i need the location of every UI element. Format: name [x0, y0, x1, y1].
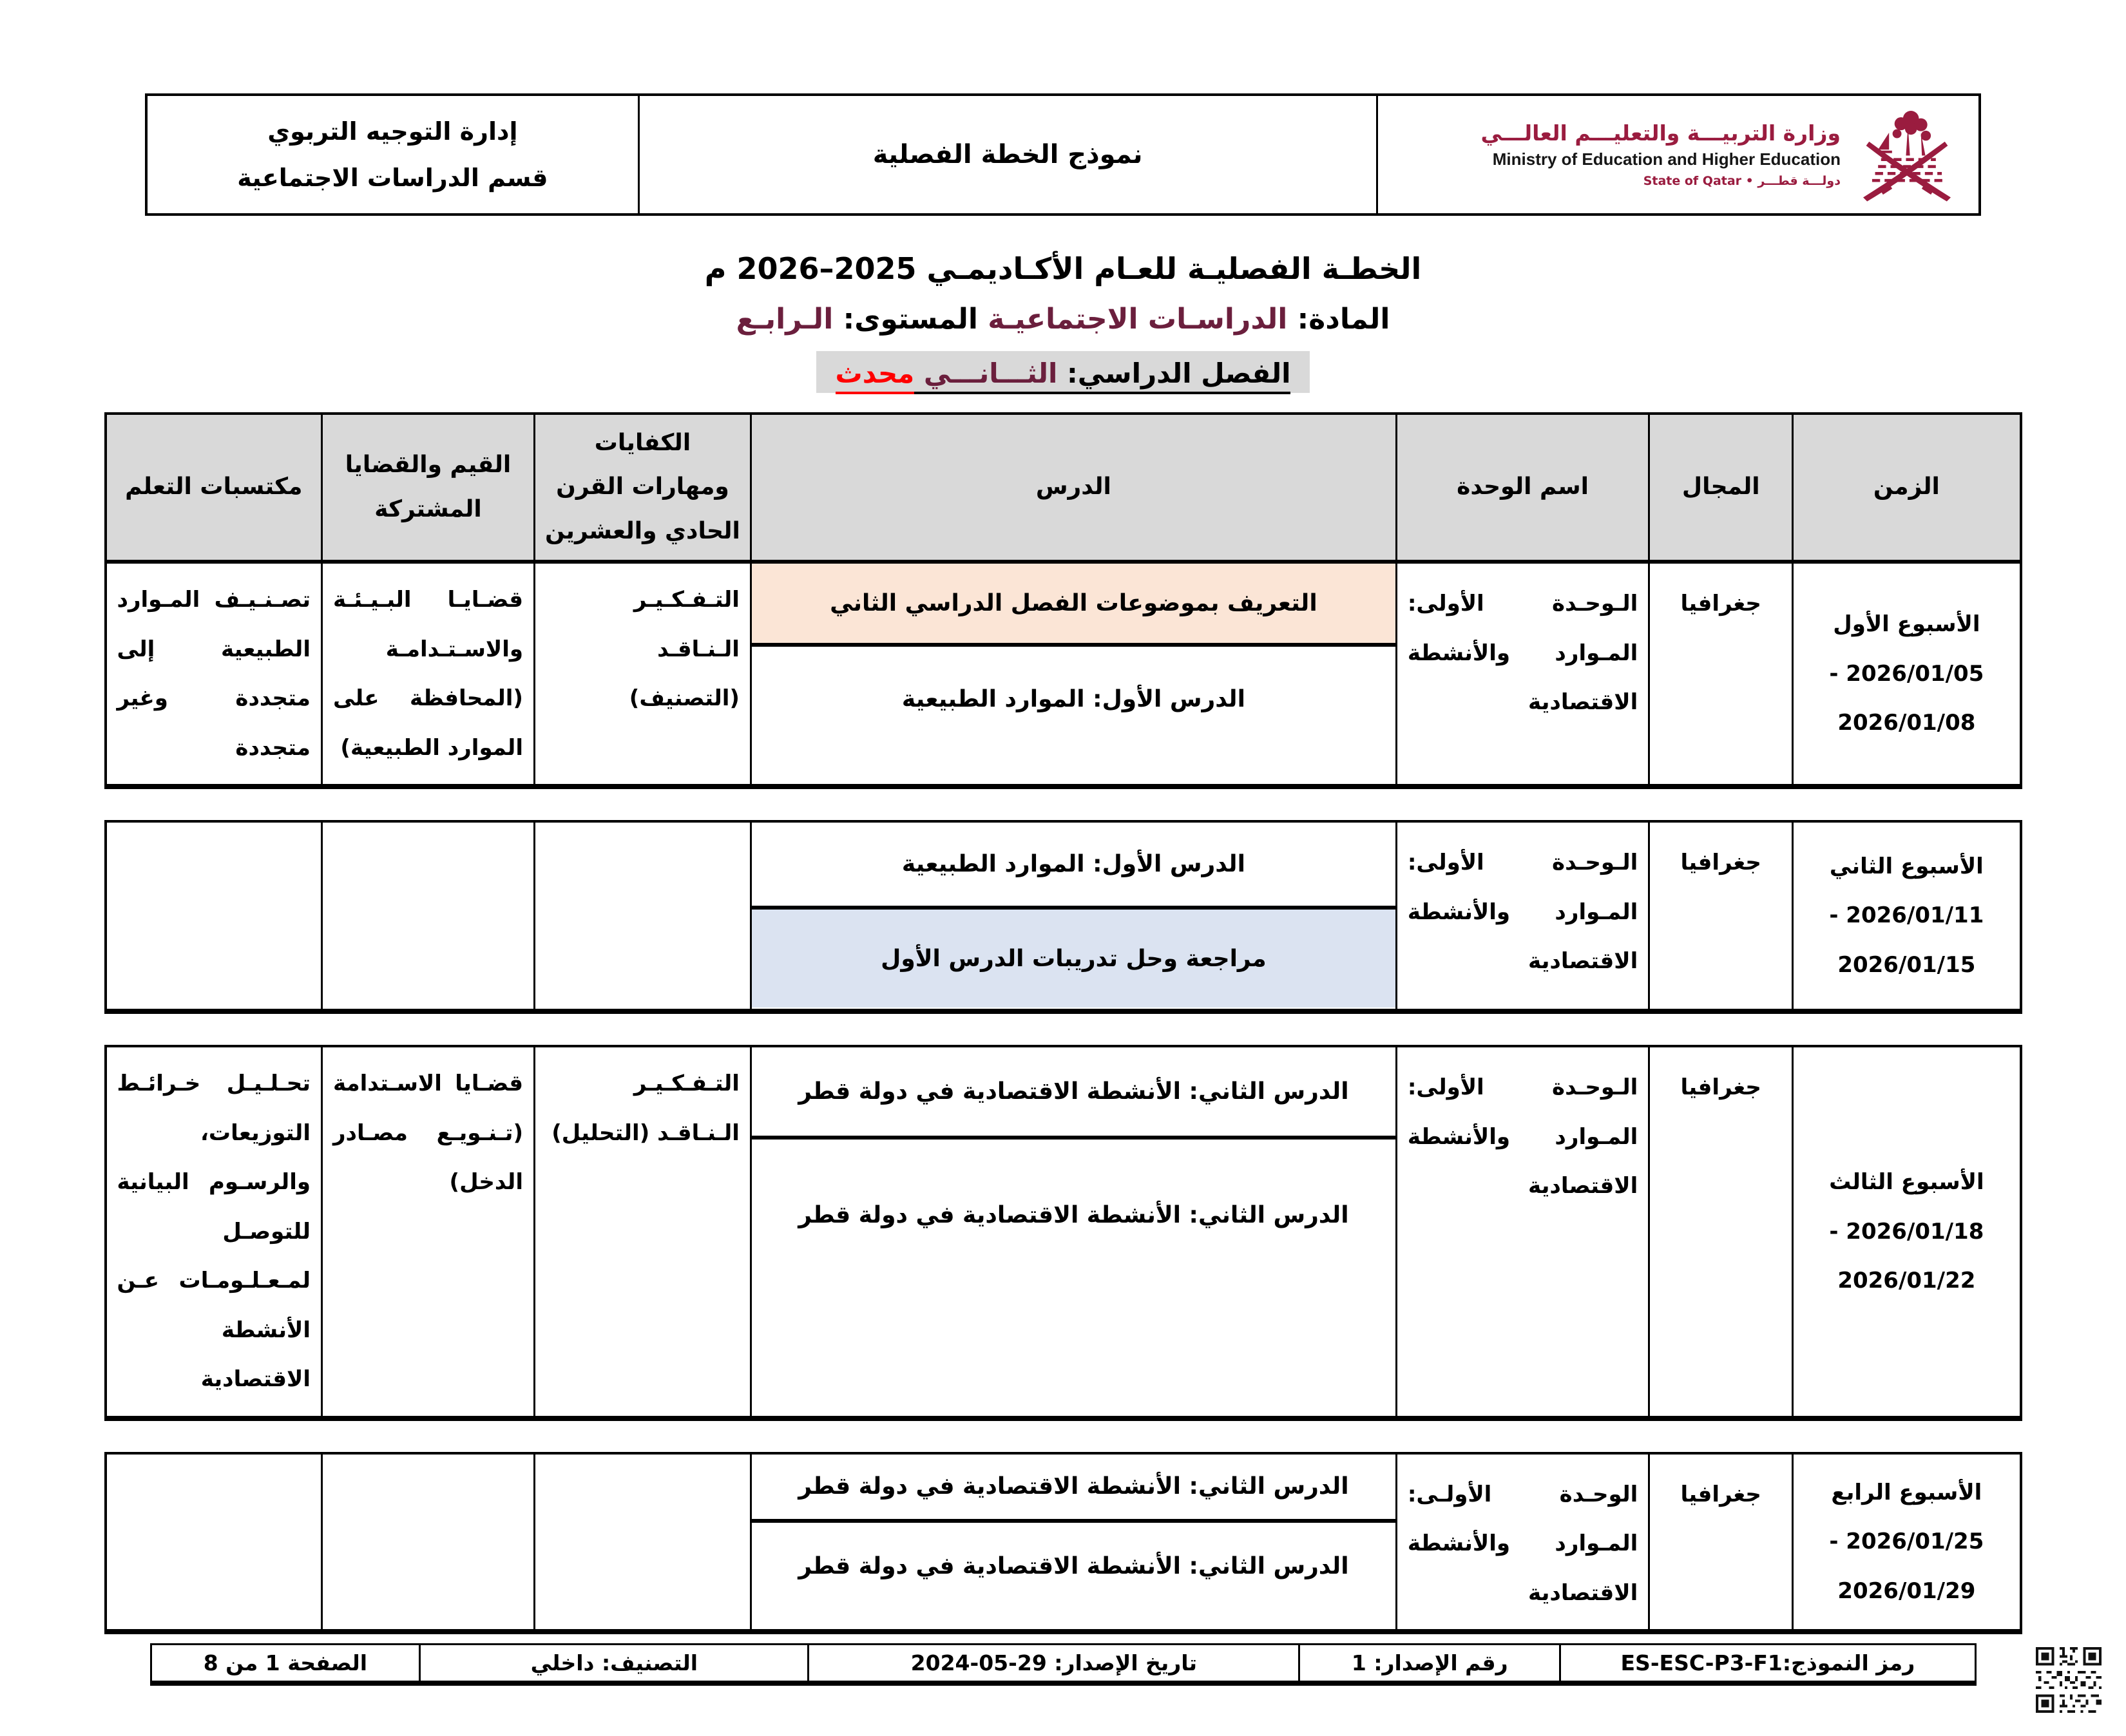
page [0, 93, 2126, 1736]
week1-time-cell [1793, 562, 2021, 787]
semester-highlight [816, 351, 1310, 393]
week4-field-cell: جغرافيا [1649, 1453, 1793, 1632]
subject-value: الدراسـات الاجتماعيـة [977, 303, 1288, 336]
week2-time-cell [1793, 821, 2021, 1011]
ministry-name-block [1481, 119, 1841, 189]
col-header-unit: اسم الوحدة [1396, 414, 1649, 562]
form-title-cell [638, 96, 1378, 213]
department-line1: إدارة التوجيه التربوي [267, 117, 518, 146]
week3-row [106, 1046, 2021, 1418]
plan-table-week4 [104, 1452, 2022, 1635]
week3-field-cell: جغرافيا [1649, 1046, 1793, 1418]
week1-values-cell: قضـايـا البـيـئـة والاسـتـدامـة (المحافظة على الموارد الطبيعية) [321, 562, 534, 787]
updated-badge: محدث [836, 358, 915, 394]
week1-date-to: 2026/01/08 [1837, 710, 1976, 736]
col-header-outcomes: مكتسبات التعلم [106, 414, 322, 562]
week2-values-cell [321, 821, 534, 1011]
footer-row [151, 1645, 1975, 1684]
semester-line [0, 351, 2126, 393]
level-label: المستوى: [833, 303, 978, 336]
week3-label: الأسبوع الثالث [1829, 1169, 1984, 1196]
week2-outcomes-cell [106, 821, 322, 1011]
col-header-skills: الكفايات ومهارات القرن الحادي والعشرين [534, 414, 751, 562]
plan-table-week1 [104, 412, 2022, 789]
week3-unit-cell: الـوحـدة الأولى: المـوارد والأنشطة الاقتصادية [1396, 1046, 1649, 1418]
semester-text [914, 358, 1290, 394]
week4-lesson-part1: الدرس الثاني: الأنشطة الاقتصادية في دولة قطر [752, 1455, 1395, 1523]
ministry-name-english: Ministry of Education and Higher Education [1492, 149, 1841, 169]
col-header-values: القيم والقضايا المشتركة [321, 414, 534, 562]
footer-issue-date: تاريخ الإصدار: 29-05-2024 [809, 1645, 1299, 1684]
subject-level-line [0, 303, 2126, 336]
table-header-row [106, 414, 2021, 562]
week4-values-cell [321, 1453, 534, 1632]
week2-lesson-main: الدرس الأول: الموارد الطبيعية [752, 823, 1395, 910]
week3-date-to: 2026/01/22 [1837, 1268, 1976, 1294]
week4-lesson-cell [751, 1453, 1396, 1632]
week4-time-cell [1793, 1453, 2021, 1632]
ministry-name-arabic: وزارة التربيـــة والتعليـــم العالـــي [1480, 120, 1841, 146]
week1-date-from: 2026/01/05 - [1829, 660, 1984, 687]
col-header-lesson: الدرس [751, 414, 1396, 562]
form-title: نموذج الخطة الفصلية [872, 140, 1143, 169]
week1-lesson-intro: التعريف بموضوعات الفصل الدراسي الثاني [752, 564, 1395, 646]
week1-outcomes-cell: تصـنـيـف المـوارد الطبيعية إلى متجددة وغير متجددة [106, 562, 322, 787]
department-cell [148, 96, 638, 213]
week3-lesson-part2: الدرس الثاني: الأنشطة الاقتصادية في دولة قطر [798, 1201, 1349, 1228]
qr-code [2031, 1642, 2107, 1718]
qatar-emblem-icon [1852, 100, 1962, 209]
plan-table-week3 [104, 1045, 2022, 1421]
week2-unit-cell: الـوحـدة الأولى: المـوارد والأنشطة الاقتصادية [1396, 821, 1649, 1011]
week1-lesson-cell [751, 562, 1396, 787]
week2-date-to: 2026/01/15 [1837, 951, 1976, 978]
footer-issue-number: رقم الإصدار: 1 [1299, 1645, 1560, 1684]
week3-date-from: 2026/01/18 - [1829, 1218, 1984, 1245]
week2-skills-cell [534, 821, 751, 1011]
col-header-time: الزمن [1793, 414, 2021, 562]
week3-outcomes-cell: تحـلـيـل خـرائـط التوزيعات، والرسـوم البيانية للتوصـل لمـعـلـومـات عـن الأنشطة الاقتصادية [106, 1046, 322, 1418]
week1-row [106, 562, 2021, 787]
week4-label: الأسبوع الرابع [1831, 1479, 1982, 1505]
week2-label: الأسبوع الثاني [1829, 853, 1984, 879]
department-line2: قسم الدراسات الاجتماعية [237, 164, 548, 192]
week2-lesson-cell [751, 821, 1396, 1011]
week2-field-cell: جغرافيا [1649, 821, 1793, 1011]
week1-field-cell: جغرافيا [1649, 562, 1793, 787]
week2-date-from: 2026/01/11 - [1829, 902, 1984, 929]
col-header-field: المجال [1649, 414, 1793, 562]
week4-row [106, 1453, 2021, 1632]
footer-classification: التصنيف: داخلي [420, 1645, 809, 1684]
week1-lesson-main: الدرس الأول: الموارد الطبيعية [901, 685, 1245, 712]
week4-skills-cell [534, 1453, 751, 1632]
semester-label: الفصل الدراسي: [1057, 358, 1291, 389]
week3-values-cell: قضـايا الاسـتدامة (تـنـويـع مصـادر الدخل) [321, 1046, 534, 1418]
semester-value: الثـــانـــي [914, 358, 1058, 389]
document-footer [150, 1643, 1977, 1686]
plan-table-week2 [104, 820, 2022, 1014]
week4-date-from: 2026/01/25 - [1829, 1529, 1984, 1555]
week2-row [106, 821, 2021, 1011]
week4-lesson-part2: الدرس الثاني: الأنشطة الاقتصادية في دولة قطر [798, 1553, 1349, 1580]
state-of-qatar-label: دولـــة قطـــر • State of Qatar [1643, 174, 1841, 188]
week1-label: الأسبوع الأول [1833, 611, 1980, 638]
week1-unit-cell: الـوحـدة الأولى: المـوارد والأنشطة الاقتصادية [1396, 562, 1649, 787]
week4-unit-cell: الوحـدة الأولـى: المـوارد والأنشطة الاقتصادية [1396, 1453, 1649, 1632]
ministry-logo-block [1378, 96, 1978, 213]
subject-label: المادة: [1287, 303, 1390, 336]
week1-skills-cell: التـفـكـيـر الـنـاقـد (التصنيف) [534, 562, 751, 787]
week4-outcomes-cell [106, 1453, 322, 1632]
week3-lesson-cell [751, 1046, 1396, 1418]
week3-lesson-part1: الدرس الثاني: الأنشطة الاقتصادية في دولة قطر [752, 1047, 1395, 1140]
document-header [145, 93, 1981, 216]
level-value: الـرابـع [736, 303, 834, 336]
week2-lesson-review: مراجعة وحل تدريبات الدرس الأول [752, 910, 1395, 1007]
week3-time-cell [1793, 1046, 2021, 1418]
week3-skills-cell: التـفـكـيـر الـنـاقـد (التحليل) [534, 1046, 751, 1418]
footer-page-number: الصفحة 1 من 8 [151, 1645, 420, 1684]
footer-form-code: رمز النموذج:ES-ESC-P3-F1 [1560, 1645, 1975, 1684]
week4-date-to: 2026/01/29 [1837, 1578, 1976, 1604]
plan-main-title: الخطـة الفصليـة للعـام الأكـاديمـي 2025–2026 م [704, 251, 1422, 286]
